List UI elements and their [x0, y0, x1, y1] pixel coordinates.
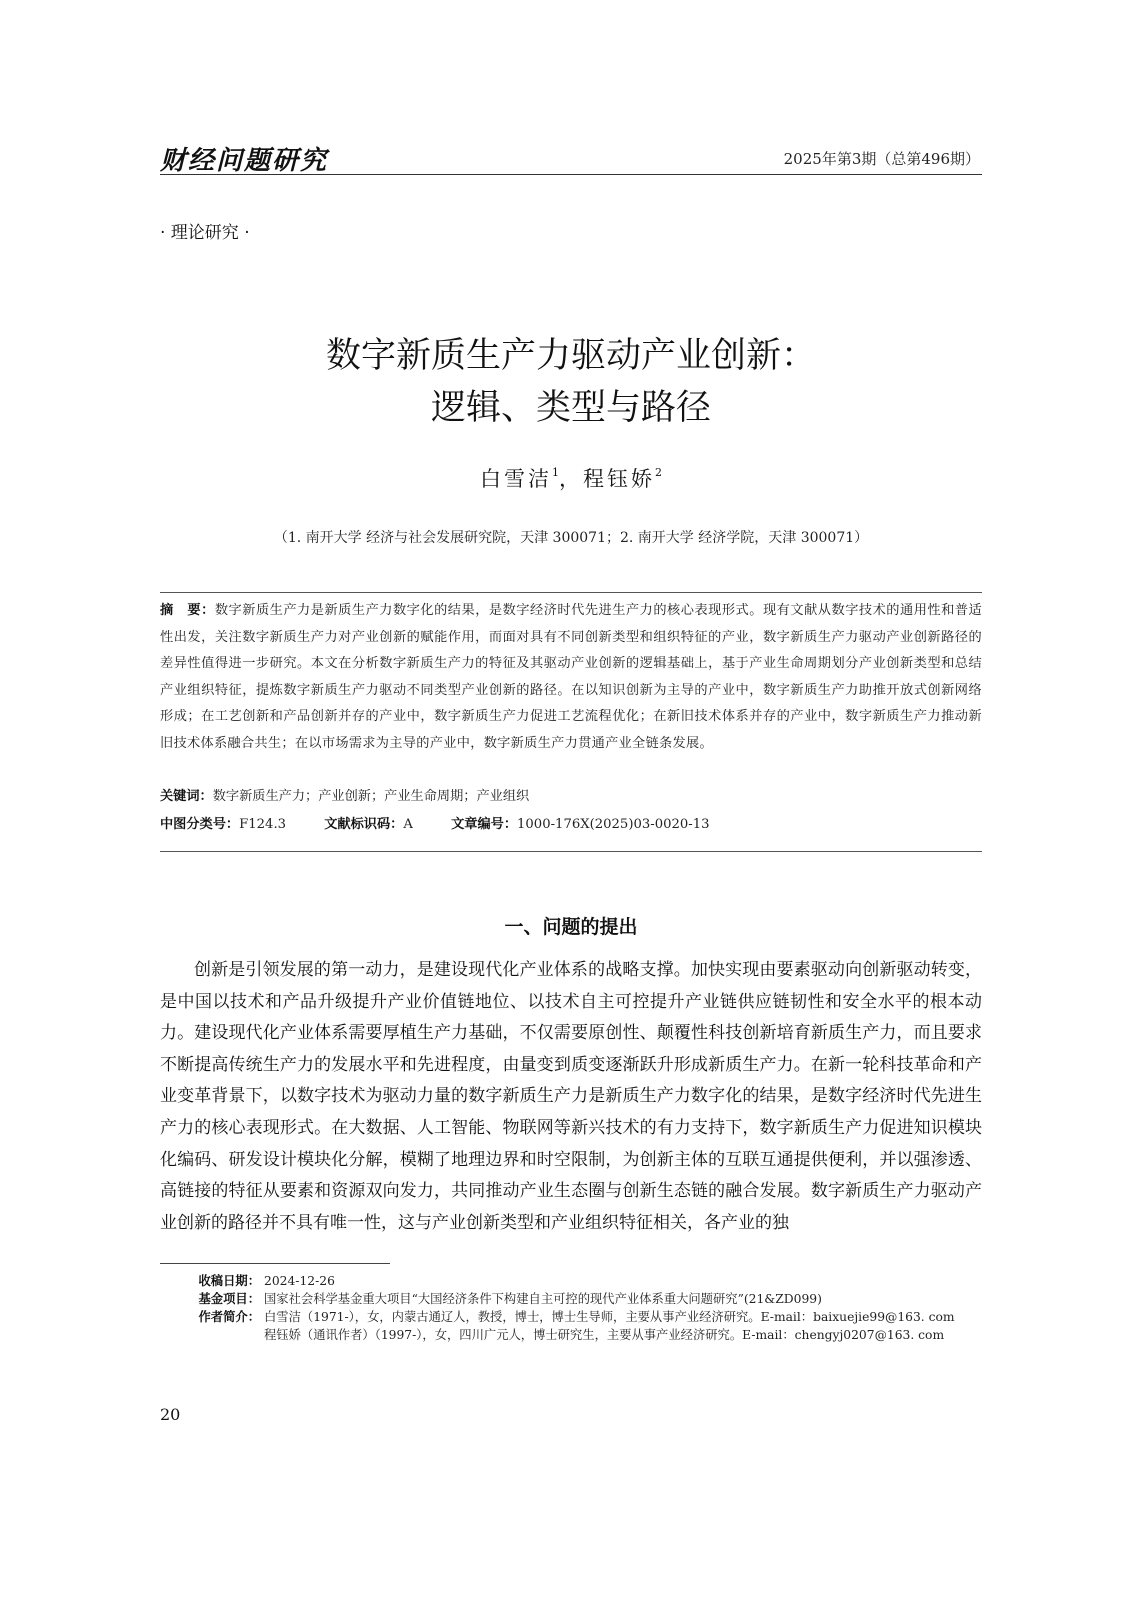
clc-label: 中图分类号： [160, 817, 240, 832]
keywords-label: 关键词： [160, 789, 213, 804]
abstract [160, 598, 982, 757]
received-date [160, 1272, 982, 1290]
fund-info [160, 1290, 982, 1308]
clc-value: F124.3 [239, 817, 287, 832]
bio-label: 作者简介： [198, 1310, 260, 1324]
clc-code [160, 817, 286, 832]
fund-value: 国家社会科学基金重大项目“大国经济条件下构建自主可控的现代产业体系重大问题研究”(21&ZD099) [264, 1292, 822, 1306]
journal-logo: 财经问题研究 [160, 146, 329, 176]
author-list [160, 463, 982, 493]
section-heading: 一、问题的提出 [504, 916, 638, 938]
article-label: 文章编号： [451, 817, 518, 832]
title-line-1: 数字新质生产力驱动产业创新： [325, 336, 816, 376]
fund-label: 基金项目： [198, 1292, 260, 1306]
page-number: 20 [160, 1405, 181, 1424]
footnote-rule [160, 1263, 390, 1264]
article-number [451, 817, 709, 832]
affiliation: （1. 南开大学 经济与社会发展研究院，天津 300071；2. 南开大学 经济学院，天津 300071） [273, 530, 869, 546]
author-bio [160, 1308, 982, 1326]
column-tag: · 理论研究 · [160, 223, 250, 243]
title-line-2: 逻辑、类型与路径 [430, 388, 711, 428]
abstract-text: 数字新质生产力是新质生产力数字化的结果，是数字经济时代先进生产力的核心表现形式。现有文献从数字技术的通用性和普适性出发，关注数字新质生产力对产业创新的赋能作用，而面对具有不同创新类型和组织特征的产业，数字新质生产力驱动产业创新路径的差异性值得进一步研究。本文在分析数字新质生产力的特征及其驱动产业创新的逻辑基础上，基于产业生命周期划分产业创新类型和总结产业组织特征，提炼数字新质生产力驱动不同类型产业创新的路径。在以知识创新为主导的产业中，数字新质生产力助推开放式创新网络形成；在工艺创新和产品创新并存的产业中，数字新质生产力促进工艺流程优化；在新旧技术体系并存的产业中，数字新质生产力推动新旧技术体系融合共生；在以市场需求为主导的产业中，数字新质生产力贯通产业全链条发展。 [160, 603, 983, 751]
author-name: 白雪洁 [480, 467, 552, 491]
doc-label: 文献标识码： [324, 817, 404, 832]
document-code [324, 817, 413, 832]
keywords-text: 数字新质生产力；产业创新；产业生命周期；产业组织 [212, 789, 530, 804]
doc-value: A [403, 817, 413, 832]
received-label: 收稿日期： [198, 1274, 260, 1288]
issue-info: 2025年第3期（总第496期） [783, 150, 980, 168]
received-value: 2024-12-26 [264, 1274, 335, 1288]
keywords [160, 785, 529, 804]
article-title [160, 330, 982, 434]
article-value: 1000-176X(2025)03-0020-13 [517, 817, 710, 832]
author-affil-mark: 1 [552, 466, 559, 479]
author-name: 程钰娇 [583, 467, 655, 491]
classification-line [160, 813, 982, 832]
bio-first-author: 白雪洁（1971-），女，内蒙古通辽人，教授，博士，博士生导师，主要从事产业经济研究。E-mail：baixuejie99@163. com [264, 1310, 955, 1324]
journal-header [160, 140, 982, 175]
footnotes [160, 1272, 982, 1344]
bio-second-author: 程钰娇（通讯作者）（1997-），女，四川广元人，博士研究生，主要从事产业经济研究。E-mail：chengyj0207@163. com [264, 1328, 945, 1342]
abstract-label: 摘 要： [160, 603, 215, 618]
author-affil-mark: 2 [655, 466, 662, 479]
author-separator: ， [559, 467, 583, 491]
body-paragraph: 创新是引领发展的第一动力，是建设现代化产业体系的战略支撑。加快实现由要素驱动向创新驱动转变，是中国以技术和产品升级提升产业价值链地位、以技术自主可控提升产业链供应链韧性和安全水平的根本动力。建设现代化产业体系需要厚植生产力基础，不仅需要原创性、颠覆性科技创新培育新质生产力，而且要求不断提高传统生产力的发展水平和先进程度，由量变到质变逐渐跃升形成新质生产力。在新一轮科技革命和产业变革背景下，以数字技术为驱动力量的数字新质生产力是新质生产力数字化的结果，是数字经济时代先进生产力的核心表现形式。在大数据、人工智能、物联网等新兴技术的有力支持下，数字新质生产力促进知识模块化编码、研发设计模块化分解，模糊了地理边界和时空限制，为创新主体的互联互通提供便利，并以强渗透、高链接的特征从要素和资源双向发力，共同推动产业生态圈与创新生态链的融合发展。数字新质生产力驱动产业创新的路径并不具有唯一性，这与产业创新类型和产业组织特征相关，各产业的独 [160, 960, 982, 1233]
abstract-block [160, 592, 982, 852]
